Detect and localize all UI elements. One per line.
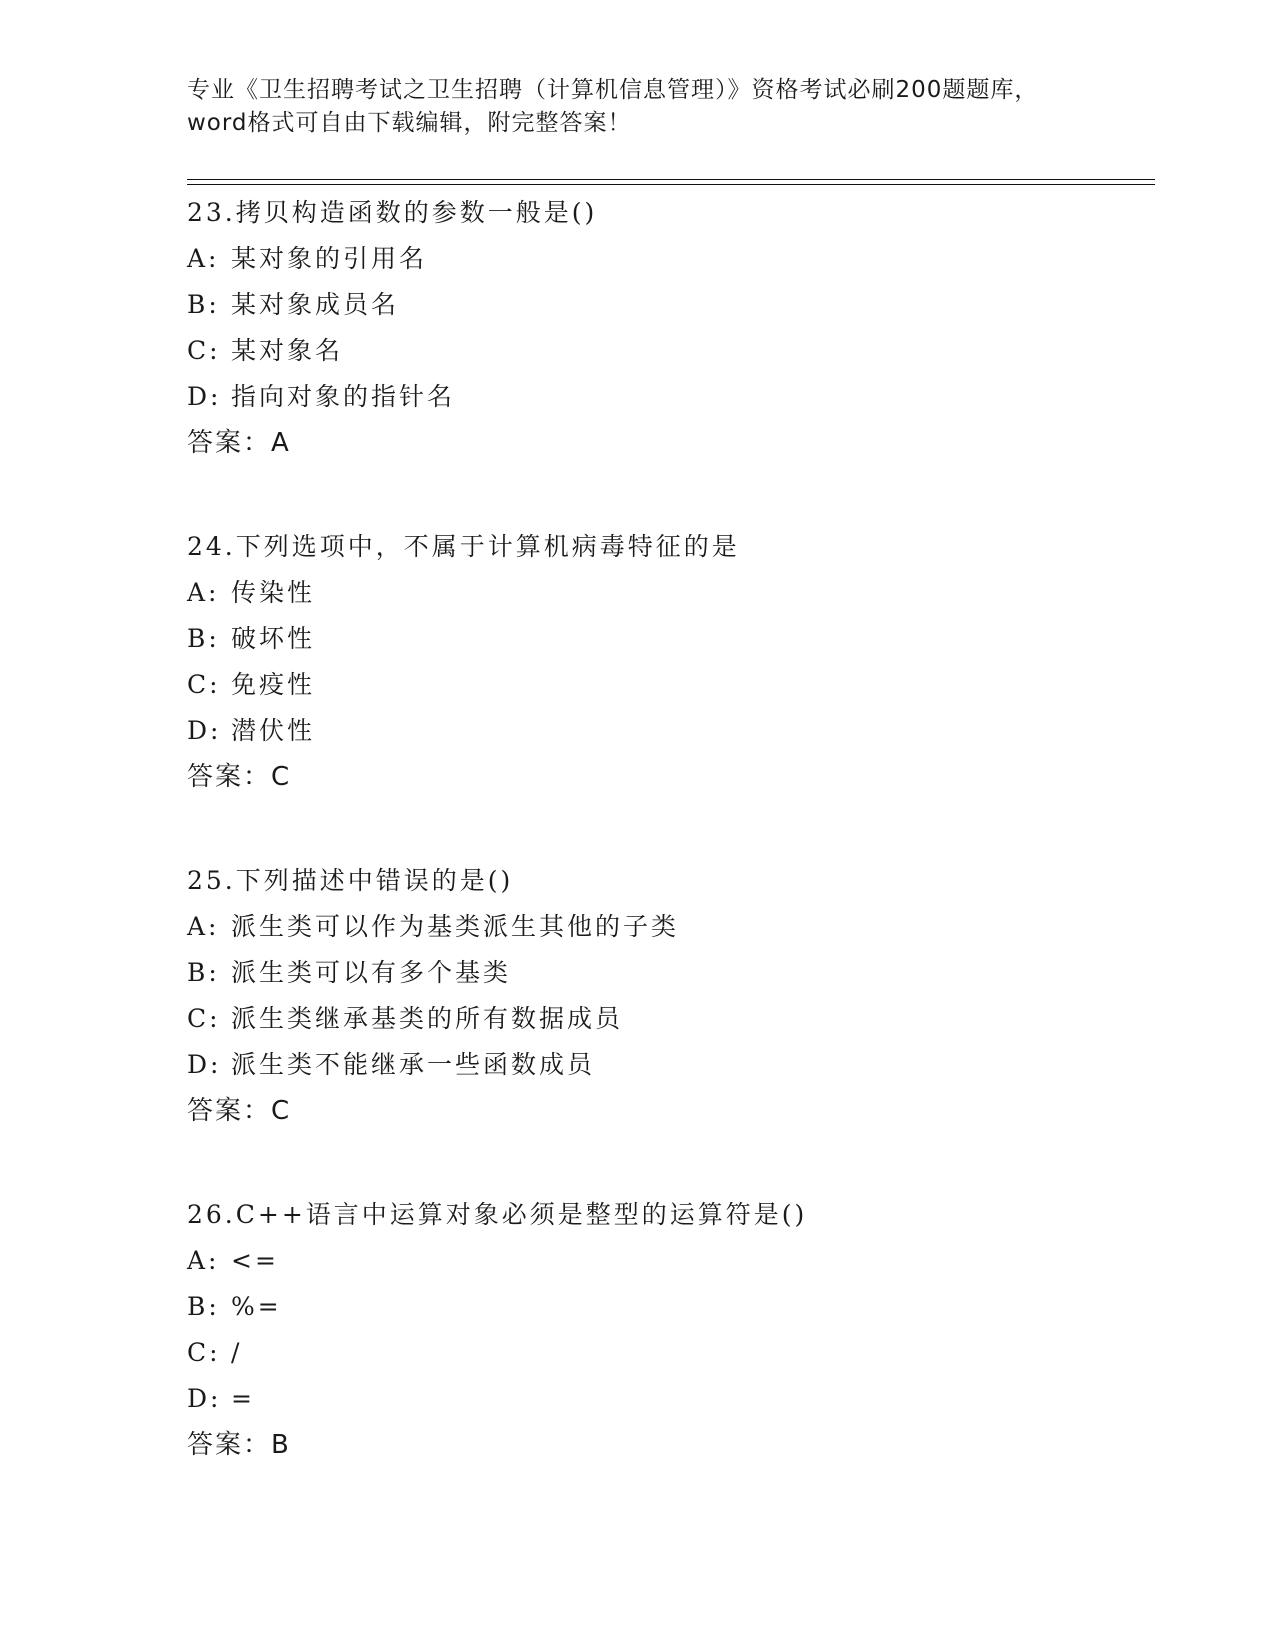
option-text: 某对象的引用名 (231, 244, 428, 273)
option-text: 某对象名 (231, 336, 344, 365)
header-divider-bottom (187, 184, 1155, 185)
option-text: 派生类继承基类的所有数据成员 (231, 1004, 624, 1033)
option-text: 派生类不能继承一些函数成员 (231, 1050, 596, 1079)
option-key: C: (187, 670, 221, 699)
option-key: A: (187, 912, 220, 941)
option-text: 传染性 (231, 578, 316, 607)
header-line-1: 专业《卫生招聘考试之卫生招聘（计算机信息管理）》资格考试必刷200题题库， (187, 77, 1039, 103)
option-text: 派生类可以作为基类派生其他的子类 (231, 912, 680, 941)
question-25 (187, 858, 1147, 1134)
option-key: D: (187, 1050, 222, 1079)
option-b (187, 616, 1147, 662)
question-23 (187, 190, 1147, 466)
answer-label: 答案：C (187, 762, 292, 792)
option-text: = (231, 1384, 255, 1413)
option-key: A: (187, 244, 220, 273)
answer-label: 答案：A (187, 428, 291, 458)
option-key: B: (187, 624, 220, 653)
option-b (187, 1284, 1147, 1330)
option-a (187, 904, 1147, 950)
question-24 (187, 524, 1147, 800)
option-key: D: (187, 716, 222, 745)
option-text: %= (231, 1292, 282, 1321)
header-divider-top (187, 179, 1155, 180)
document-header (187, 74, 1087, 140)
option-key: B: (187, 290, 220, 319)
option-b (187, 282, 1147, 328)
option-text: 破坏性 (231, 624, 316, 653)
answer-label: 答案：C (187, 1096, 292, 1126)
option-text: 某对象成员名 (231, 290, 400, 319)
option-a (187, 1238, 1147, 1284)
option-key: B: (187, 958, 220, 987)
option-key: C: (187, 1338, 221, 1367)
option-text: / (231, 1338, 243, 1367)
option-text: 潜伏性 (231, 716, 316, 745)
option-text: 指向对象的指针名 (231, 382, 456, 411)
question-stem: 23.拷贝构造函数的参数一般是() (187, 198, 598, 227)
question-stem: 25.下列描述中错误的是() (187, 866, 514, 895)
option-c (187, 996, 1147, 1042)
option-c (187, 1330, 1147, 1376)
option-text: <= (231, 1246, 279, 1275)
option-d (187, 374, 1147, 420)
option-key: A: (187, 578, 220, 607)
question-stem: 26.C++语言中运算对象必须是整型的运算符是() (187, 1200, 808, 1229)
option-key: D: (187, 382, 222, 411)
option-text: 派生类可以有多个基类 (231, 958, 512, 987)
option-d (187, 1376, 1147, 1422)
header-line-2: word格式可自由下载编辑，附完整答案！ (187, 110, 632, 136)
answer-label: 答案：B (187, 1430, 291, 1460)
option-c (187, 662, 1147, 708)
question-list (187, 190, 1147, 1526)
option-a (187, 570, 1147, 616)
option-text: 免疫性 (231, 670, 316, 699)
option-key: B: (187, 1292, 220, 1321)
option-key: C: (187, 336, 221, 365)
option-b (187, 950, 1147, 996)
option-d (187, 1042, 1147, 1088)
question-26 (187, 1192, 1147, 1468)
option-key: A: (187, 1246, 220, 1275)
option-d (187, 708, 1147, 754)
option-a (187, 236, 1147, 282)
option-c (187, 328, 1147, 374)
question-stem: 24.下列选项中，不属于计算机病毒特征的是 (187, 532, 740, 561)
option-key: C: (187, 1004, 221, 1033)
option-key: D: (187, 1384, 222, 1413)
